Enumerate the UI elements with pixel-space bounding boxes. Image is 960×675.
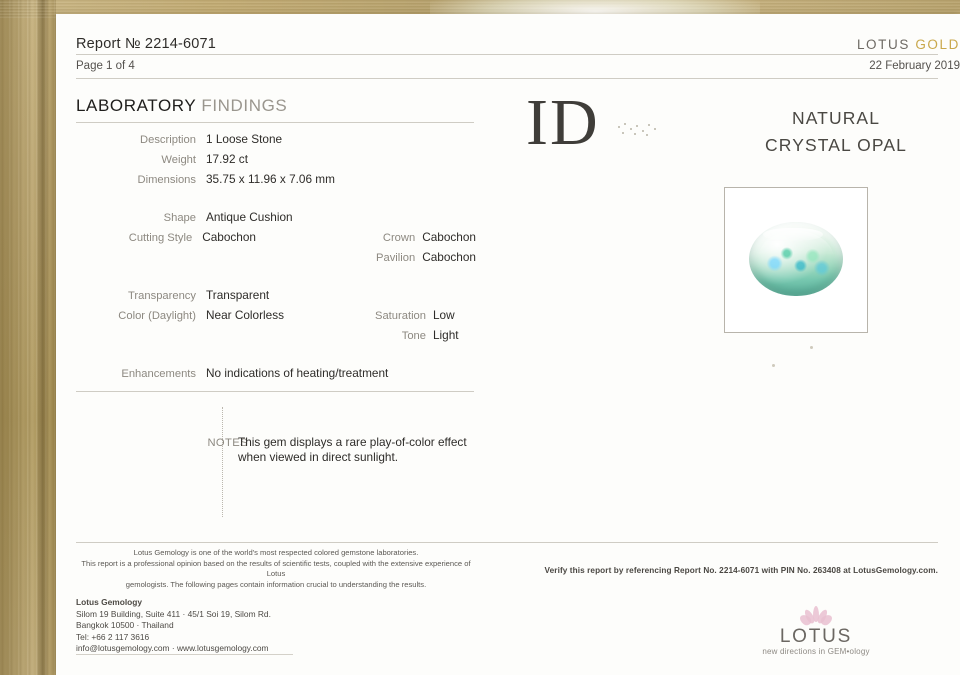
value-shape: Antique Cushion <box>206 210 293 224</box>
value-description: 1 Loose Stone <box>206 132 283 146</box>
lab-address-line-1: Silom 19 Building, Suite 411 · 45/1 Soi 19, Silom Rd. <box>76 608 271 619</box>
species-text: CRYSTAL OPAL <box>765 135 907 155</box>
gem-photo <box>724 187 868 333</box>
label-enhancements: Enhancements <box>121 368 196 380</box>
identification-block <box>736 108 936 156</box>
section-title <box>76 96 287 116</box>
label-tone: Tone <box>401 330 426 342</box>
spacer-3 <box>76 348 476 366</box>
value-dimensions: 35.75 x 11.96 x 7.06 mm <box>206 172 335 186</box>
table-row-tone <box>76 328 476 347</box>
notes-divider <box>76 391 474 392</box>
label-crown: Crown <box>382 232 416 244</box>
label-transparency: Transparency <box>128 290 196 302</box>
header-divider-bottom <box>76 78 938 79</box>
table-row-weight <box>76 152 476 171</box>
footer-divider <box>76 542 938 543</box>
footer-disclaimer-line-1: Lotus Gemology is one of the world's most respected colored gemstone laboratories. <box>133 548 419 557</box>
label-pavilion: Pavilion <box>376 252 416 264</box>
opal-cabochon-image <box>749 222 843 296</box>
value-cutting-style: Cabochon <box>202 230 256 244</box>
value-pavilion: Cabochon <box>422 250 476 264</box>
spacer-2 <box>76 270 476 288</box>
table-row-description <box>76 132 476 151</box>
report-number: Report № 2214-6071 <box>76 36 217 52</box>
label-cutting-style: Cutting Style <box>128 232 193 244</box>
brand-lotus-text: LOTUS <box>856 37 910 52</box>
page-indicator: Page 1 of 4 <box>76 60 135 72</box>
lab-address-line-2: Bangkok 10500 · Thailand <box>76 620 174 631</box>
table-row-color <box>76 308 476 327</box>
lotus-tagline: new directions in GEM•ology <box>762 647 870 656</box>
lab-name: Lotus Gemology <box>76 597 143 607</box>
findings-table <box>76 132 476 386</box>
table-row-transparency <box>76 288 476 307</box>
section-title-light: FINDINGS <box>201 96 288 115</box>
id-decorative-dots <box>616 122 662 138</box>
label-shape: Shape <box>163 212 196 224</box>
lab-contact-underline <box>76 654 293 655</box>
table-row-cutting-style <box>76 230 476 249</box>
footer-disclaimer-line-3: gemologists. The following pages contain information crucial to understanding the results. <box>125 579 427 589</box>
lotus-wordmark: LOTUS <box>779 626 853 647</box>
value-tone: Light <box>433 328 459 342</box>
lab-phone: Tel: +66 2 117 3616 <box>76 631 150 642</box>
section-title-underline <box>76 122 474 123</box>
notes-label: NOTES <box>207 437 248 449</box>
lotus-footer-logo <box>736 606 896 664</box>
footer-disclaimer-line-2: This report is a professional opinion based on the results of scientific tests, coupled with the extensive experience of Lotus <box>81 558 471 578</box>
speck-1 <box>772 364 775 367</box>
report-page <box>56 14 960 675</box>
label-color-daylight: Color (Daylight) <box>118 310 196 322</box>
table-row-pavilion <box>76 250 476 269</box>
gold-border-shadow <box>36 0 49 675</box>
value-weight: 17.92 ct <box>206 152 248 166</box>
header-divider-top <box>76 54 938 55</box>
label-description: Description <box>140 134 196 146</box>
verify-report-text: Verify this report by referencing Report No. 2214-6071 with PIN No. 263408 at LotusGemology.com. <box>544 566 938 575</box>
table-row-enhancements <box>76 366 476 385</box>
value-enhancements: No indications of heating/treatment <box>206 366 389 380</box>
table-row-dimensions <box>76 172 476 191</box>
footer-disclaimer <box>76 548 476 590</box>
speck-2 <box>810 346 813 349</box>
lotus-gold-brand <box>857 37 960 52</box>
spacer-1 <box>76 192 476 210</box>
value-crown: Cabochon <box>422 230 476 244</box>
lab-address-block <box>76 597 271 655</box>
value-transparency: Transparent <box>206 288 270 302</box>
section-title-strong: LABORATORY <box>76 96 197 115</box>
value-color-daylight: Near Colorless <box>206 308 285 322</box>
notes-text: This gem displays a rare play-of-color effect when viewed in direct sunlight. <box>238 435 467 464</box>
notes-vertical-rule <box>222 407 224 517</box>
id-watermark: ID <box>526 86 600 159</box>
label-weight: Weight <box>161 154 196 166</box>
value-saturation: Low <box>433 308 455 322</box>
table-row-shape <box>76 210 476 229</box>
brand-gold-text: GOLD <box>915 37 960 52</box>
label-saturation: Saturation <box>375 310 426 322</box>
label-dimensions: Dimensions <box>137 174 196 186</box>
report-date: 22 February 2019 <box>869 60 960 72</box>
lab-contact[interactable]: info@lotusgemology.com · www.lotusgemology.com <box>76 643 269 654</box>
origin-text: NATURAL <box>791 108 881 128</box>
